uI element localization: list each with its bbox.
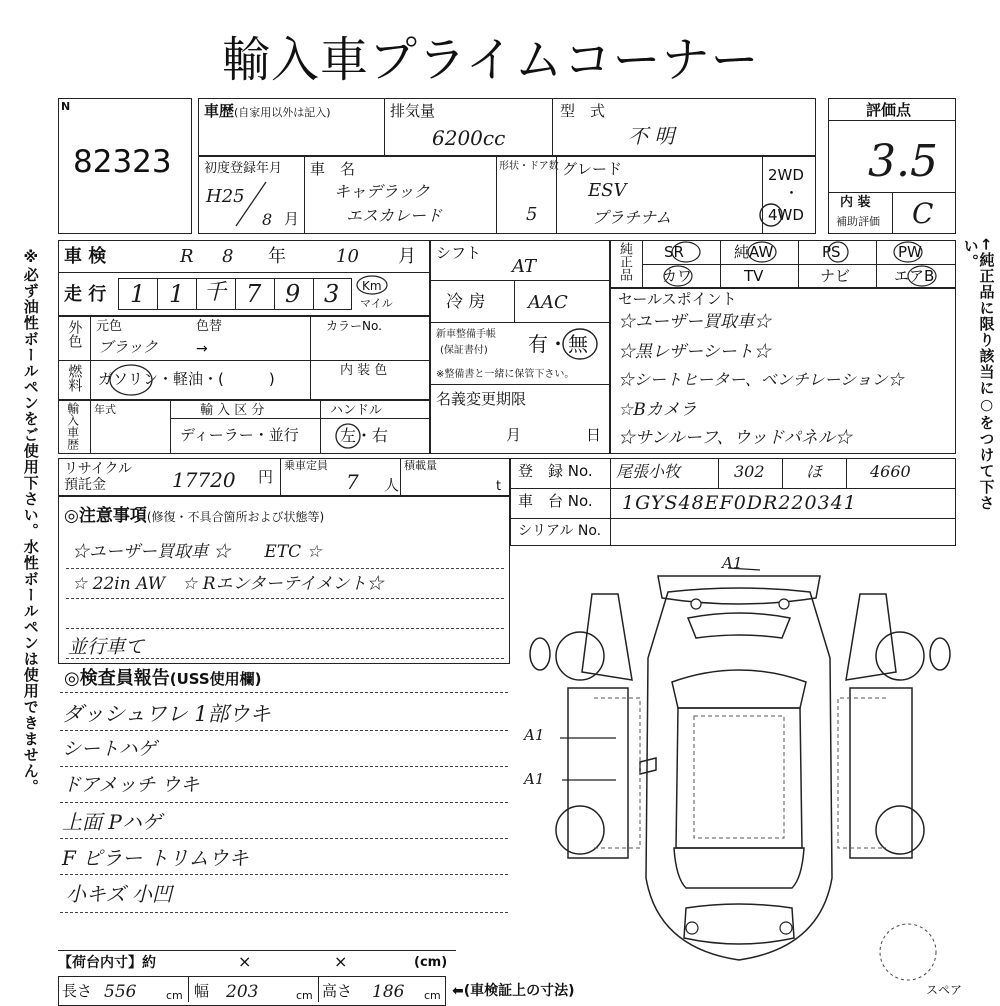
cargo-x-1: × <box>238 952 252 971</box>
damage-mark-door-1: A1 <box>524 726 545 744</box>
displacement-value: 6200cc <box>432 126 506 150</box>
shaken-era: R <box>180 246 194 267</box>
drive-4wd: 4WD <box>768 206 804 224</box>
color-code-label: カラーNo. <box>326 319 382 333</box>
dims-width-unit: cm <box>296 989 313 1002</box>
interior-label: 内 装 <box>840 195 871 210</box>
side-note-right: ←純正品に限り該当に○をつけて下さい。 <box>961 238 996 511</box>
drive-4wd-circle <box>758 202 784 228</box>
fuel-label: 燃料 <box>66 364 83 392</box>
genuine-kawa: カワ <box>662 267 693 285</box>
color-value: ブラック <box>98 338 158 356</box>
first-reg-label: 初度登録年月 <box>204 161 283 176</box>
genuine-navi: ナビ <box>820 267 851 285</box>
manual-label-1: 新車整備手帳 <box>436 329 496 340</box>
doors-value: 5 <box>526 204 538 225</box>
sales-point-5: ☆サンルーフ、ウッドパネル☆ <box>618 428 852 448</box>
notes-line-4: 並行車て <box>68 636 145 658</box>
mileage-digit-2: 1 <box>169 280 185 308</box>
genuine-aw: 純AW <box>734 243 774 261</box>
dims-height-label: 高さ <box>322 982 353 1000</box>
import-kubun-value: ディーラー・並行 <box>180 426 299 444</box>
registration-area: 尾張小牧 <box>616 462 681 481</box>
notes-line-2: ☆ 22in AW ☆ Rエンターテイメント☆ <box>72 574 384 594</box>
registration-label: 登 録 No. <box>518 462 593 480</box>
dims-length-unit: cm <box>166 989 183 1002</box>
lot-box <box>58 98 192 234</box>
manual-note: ※整備書と一緒に保管下さい。 <box>436 369 575 380</box>
grade-label: グレード <box>562 160 623 178</box>
name-change-month: 月 <box>506 426 522 444</box>
sales-point-4: ☆Bカメラ <box>618 400 697 420</box>
cargo-label: 【荷台内寸】約 <box>58 955 156 971</box>
history-label: 車歴(自家用以外は記入) <box>204 102 331 120</box>
name-change-label: 名義変更期限 <box>436 390 527 408</box>
mileage-digit-5: 9 <box>285 280 301 308</box>
genuine-airbag: エアB <box>894 267 935 285</box>
capacity-unit: 人 <box>384 476 400 494</box>
side-note-left: ※必ず油性ボールペンをご使用下さい。水性ボールペンは使用できません。 <box>21 248 40 795</box>
inspector-label: ◎検査員報告(USS使用欄) <box>64 668 262 689</box>
car-diagram <box>520 548 960 988</box>
name-change-day: 日 <box>586 426 602 444</box>
car-name-line1: キャデラック <box>334 182 430 201</box>
displacement-label: 排気量 <box>390 102 436 120</box>
chassis-label: 車 台 No. <box>518 492 593 510</box>
inspector-line-6: 小キズ 小凹 <box>66 882 172 906</box>
genuine-tv: TV <box>744 267 764 285</box>
import-year-label: 年式 <box>94 403 116 416</box>
shaken-year-unit: 年 <box>268 246 286 267</box>
manual-value: 有・無 <box>528 332 588 356</box>
recycle-value: 17720 <box>172 468 236 492</box>
model-label: 型 式 <box>560 102 606 120</box>
sales-point-1: ☆ユーザー買取車☆ <box>618 312 771 332</box>
chassis-value: 1GYS48EF0DR220341 <box>622 492 857 514</box>
registration-class: 302 <box>734 462 765 481</box>
recycle-unit: 円 <box>258 468 274 486</box>
import-handle-label: ハンドル <box>330 403 383 418</box>
recycle-label-2: 預託金 <box>64 477 106 493</box>
shift-label: シフト <box>436 244 482 262</box>
interior-color-label: 内 装 色 <box>340 363 388 378</box>
notes-label: ◎注意事項(修復・不具合箇所および状態等) <box>64 506 325 526</box>
drive-dot: ・ <box>784 184 800 202</box>
ac-value: AAC <box>528 292 568 313</box>
dims-height: 186 <box>372 982 405 1002</box>
color-arrow: → <box>196 341 208 357</box>
serial-label: シリアル No. <box>518 523 602 539</box>
model-value: 不 明 <box>628 124 675 148</box>
shaken-year: 8 <box>222 246 234 267</box>
lot-label: N <box>61 100 71 113</box>
mileage-digit-3: 千 <box>204 280 227 305</box>
genuine-pw: PW <box>898 243 922 261</box>
mileage-unit-mile: マイル <box>360 297 393 310</box>
interior-score: C <box>912 197 934 230</box>
genuine-sr: SR <box>664 243 684 261</box>
inspector-line-3: ドアメッチ ウキ <box>62 774 200 796</box>
load-label: 積載量 <box>404 459 437 472</box>
color-orig-label: 元色 <box>96 319 123 334</box>
genuine-circles <box>642 240 956 288</box>
mileage-label: 走 行 <box>64 284 107 305</box>
handle-left-circle <box>334 422 362 450</box>
inspector-line-4: 上面 Pハゲ <box>62 810 162 834</box>
first-reg-era: H25 <box>206 186 245 207</box>
lot-number: 82323 <box>73 144 172 180</box>
manual-label-2: (保証書付) <box>440 345 488 356</box>
damage-mark-door-2: A1 <box>524 770 545 788</box>
page-title: 輸入車プライムコーナー <box>222 32 760 88</box>
mileage-km-circle <box>355 274 389 296</box>
dims-width: 203 <box>226 982 259 1002</box>
car-name-line2: エスカレード <box>346 206 443 225</box>
first-reg-month: 8 <box>262 210 273 229</box>
load-unit: t <box>496 479 502 494</box>
recycle-label-1: リサイクル <box>64 461 133 477</box>
score-value: 3.5 <box>868 136 938 187</box>
sales-point-2: ☆黒レザーシート☆ <box>618 342 771 362</box>
dims-height-unit: cm <box>424 989 441 1002</box>
mileage-digit-6: 3 <box>324 280 340 308</box>
car-name-label: 車 名 <box>310 160 356 178</box>
inspector-line-5: F ピラー トリムウキ <box>62 846 249 870</box>
grade-line1: ESV <box>588 180 627 201</box>
notes-line-1: ☆ユーザー買取車 ☆ ETC ☆ <box>72 542 322 562</box>
shaken-month-unit: 月 <box>398 246 416 267</box>
import-kubun-label: 輸 入 区 分 <box>200 403 265 418</box>
inspector-line-2: シートハゲ <box>62 738 157 760</box>
dims-width-label: 幅 <box>194 982 210 1000</box>
genuine-ps: PS <box>822 243 841 261</box>
mileage-unit-km: Km <box>362 279 382 293</box>
score-label: 評価点 <box>866 101 912 119</box>
fuel-circle <box>108 362 154 398</box>
dims-length: 556 <box>104 982 137 1002</box>
aux-label: 補助評価 <box>836 215 880 228</box>
genuine-label: 純正品 <box>617 242 632 281</box>
capacity-value: 7 <box>346 470 359 494</box>
sales-points-label: セールスポイント <box>618 290 737 308</box>
mileage-digit-4: 7 <box>246 280 262 308</box>
first-reg-month-unit: 月 <box>284 210 300 228</box>
fuel-options: ガソリン・軽油・( ) <box>98 370 275 388</box>
shaken-month: 10 <box>336 246 359 267</box>
dims-note: ⬅(車検証上の寸法) <box>452 983 575 999</box>
import-handle-value: 左・右 <box>340 426 389 445</box>
manual-none-circle <box>560 326 600 362</box>
registration-kana: ほ <box>806 462 823 481</box>
doors-label: 形状・ドア数 <box>499 161 559 172</box>
dims-length-label: 長さ <box>62 982 93 1000</box>
import-label: 輸入車歴 <box>65 402 80 450</box>
inspector-line-1: ダッシュワレ 1部ウキ <box>62 702 271 726</box>
color-label: 外色 <box>66 320 83 348</box>
damage-mark-rear: A1 <box>722 554 743 572</box>
cargo-x-2: × <box>334 952 348 971</box>
drive-2wd: 2WD <box>768 166 804 184</box>
shaken-label: 車 検 <box>64 246 107 267</box>
ac-label: 冷 房 <box>446 292 486 312</box>
sales-point-3: ☆シートヒーター、ベンチレーション☆ <box>618 370 904 389</box>
cargo-unit: (cm) <box>414 955 448 970</box>
capacity-label: 乗車定員 <box>284 459 328 472</box>
grade-line2: プラチナム <box>592 208 672 227</box>
spare-label: スペア <box>926 983 963 997</box>
color-change-label: 色替 <box>196 319 223 334</box>
registration-number: 4660 <box>870 462 911 481</box>
mileage-digit-1: 1 <box>130 280 146 308</box>
shift-value: AT <box>512 256 537 277</box>
